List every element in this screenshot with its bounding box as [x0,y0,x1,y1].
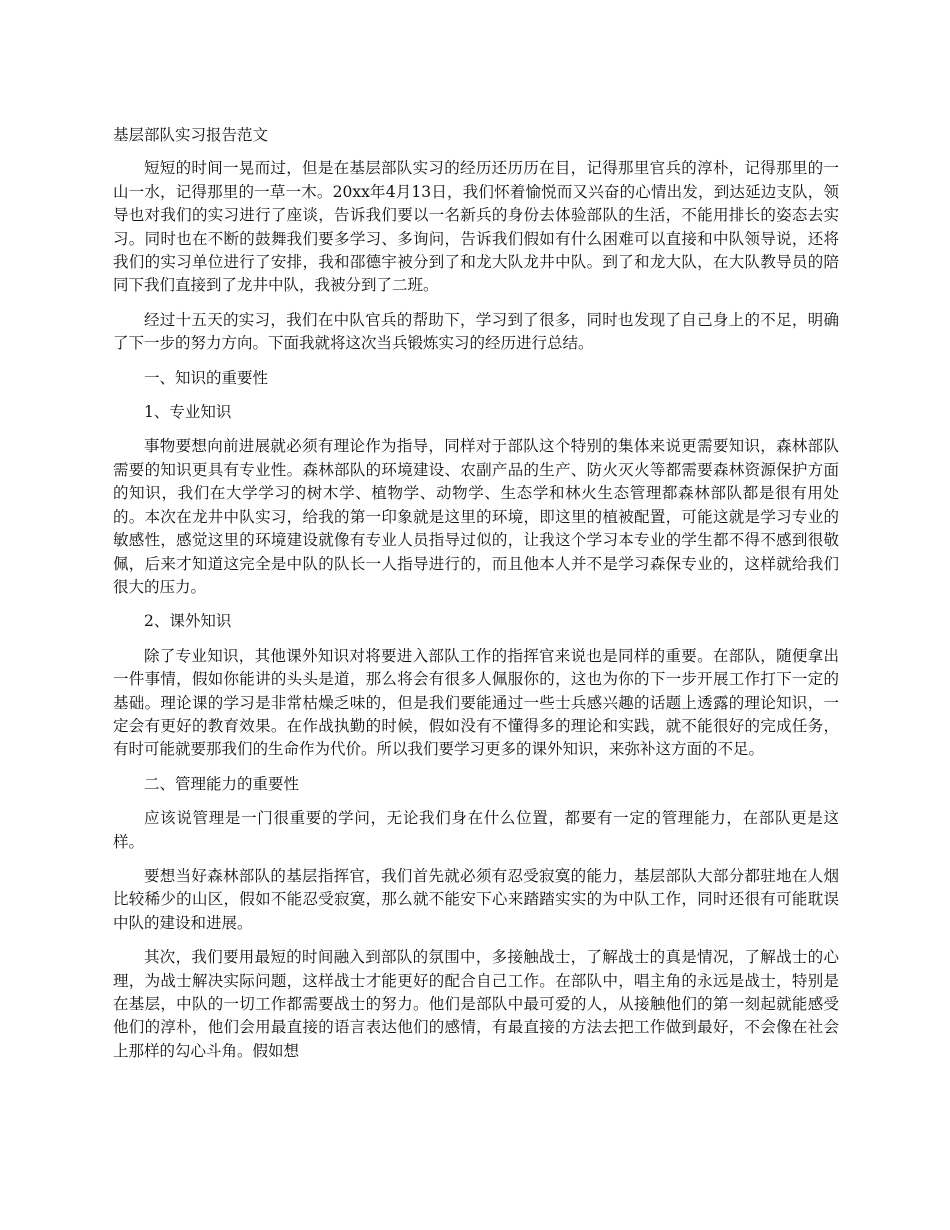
paragraph: 其次，我们要用最短的时间融入到部队的氛围中，多接触战士，了解战士的真是情况，了解战士的心理，为战士解决实际问题，这样战士才能更好的配合自己工作。在部队中，唱主角的永远是战士，特别是在基层，中队的一切工作都需要战士的努力。他们是部队中最可爱的人，从接触他们的第一刻起就能感受他们的淳朴，他们会用最直接的语言表达他们的感情，有最直接的方法去把工作做到最好，不会像在社会上那样的勾心斗角。假如想 [113,948,839,1060]
paragraph: 除了专业知识，其他课外知识对将要进入部队工作的指挥官来说也是同样的重要。在部队，随便拿出一件事情，假如你能讲的头头是道，那么将会有很多人佩服你的，这也为你的下一步开展工作打下一定的基础。理论课的学习是非常枯燥乏味的，但是我们要能通过一些士兵感兴趣的话题上透露的理论知识，一定会有更好的教育效果。在作战执勤的时候，假如没有不懂得多的理论和实践，就不能很好的完成任务，有时可能就要那我们的生命作为代价。所以我们要学习更多的课外知识，来弥补这方面的不足。 [113,646,839,759]
paragraph: 要想当好森林部队的基层指挥官，我们首先就必须有忍受寂寞的能力，基层部队大部分都驻地在人烟比较稀少的山区，假如不能忍受寂寞，那么就不能安下心来踏踏实实的为中队工作，同时还很有可能耽误中队的建设和进展。 [113,866,839,932]
section-heading: 一、知识的重要性 [144,368,269,387]
document-page [113,124,839,1063]
paragraph: 事物要想向前进展就必须有理论作为指导，同样对于部队这个特别的集体来说更需要知识，森林部队需要的知识更具有专业性。森林部队的环境建设、农副产品的生产、防火灭火等都需要森林资源保护方面的知识，我们在大学学习的树木学、植物学、动物学、生态学和林火生态管理都森林部队都是很有用处的。本次在龙井中队实习，给我的第一印象就是这里的环境，即这里的植被配置，可能这就是学习专业的敏感性，感觉这里的环境建设就像有专业人员指导过似的，让我这个学习本专业的学生都不得不感到很敬佩，后来才知道这完全是中队的队长一人指导进行的，而且他本人并不是学习森保专业的，这样就给我们很大的压力。 [113,437,839,596]
document-title: 基层部队实习报告范文 [113,126,269,144]
section-heading: 二、管理能力的重要性 [144,774,300,793]
subsection-heading: 2、课外知识 [144,612,232,631]
paragraph: 应该说管理是一门很重要的学问，无论我们身在什么位置，都要有一定的管理能力，在部队更是这样。 [113,809,839,851]
subsection-heading: 1、专业知识 [144,403,232,422]
paragraph: 经过十五天的实习，我们在中队官兵的帮助下，学习到了很多，同时也发现了自己身上的不足，明确了下一步的努力方向。下面我就将这次当兵锻炼实习的经历进行总结。 [113,310,839,353]
paragraph: 短短的时间一晃而过，但是在基层部队实习的经历还历历在目，记得那里官兵的淳朴，记得那里的一山一水，记得那里的一草一木。20xx年4月13日，我们怀着愉悦而又兴奋的心情出发，到达延边支队，领导也对我们的实习进行了座谈，告诉我们要以一名新兵的身份去体验部队的生活，不能用排长的姿态去实习。同时也在不断的鼓舞我们要多学习、多询问，告诉我们假如有什么困难可以直接和中队领导说，还将我们的实习单位进行了安排，我和邵德宇被分到了和龙大队龙井中队。到了和龙大队，在大队教导员的陪同下我们直接到了龙井中队，我被分到了二班。 [113,159,839,295]
